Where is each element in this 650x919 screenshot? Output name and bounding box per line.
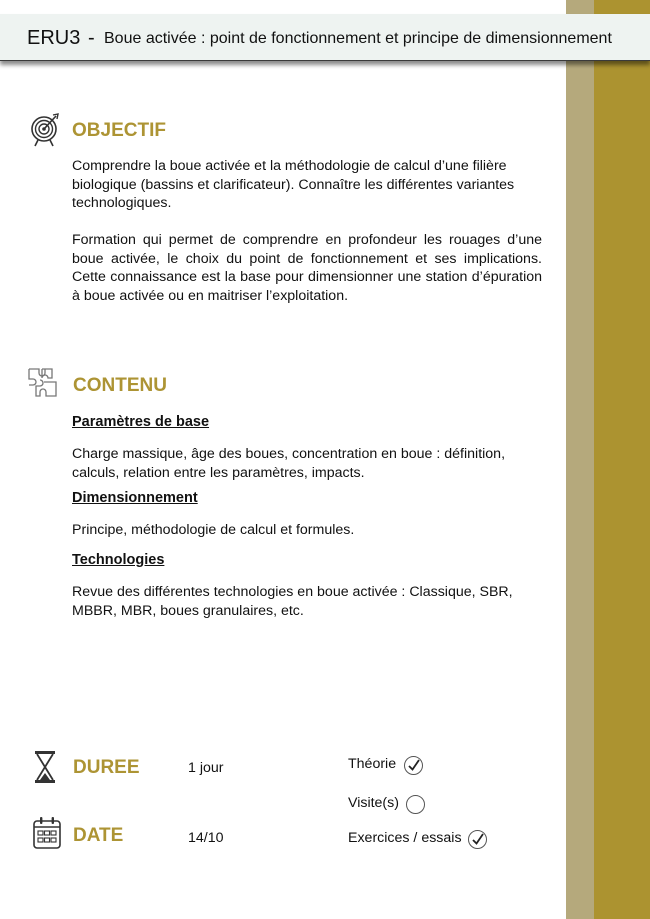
course-code: ERU3	[27, 27, 81, 49]
option-check-visites[interactable]	[406, 795, 425, 814]
option-label-exercices: Exercices / essais	[348, 830, 462, 846]
option-label-visites: Visite(s)	[348, 795, 399, 811]
hourglass-icon	[34, 750, 56, 789]
header-banner	[0, 14, 650, 61]
date-value: 14/10	[188, 830, 224, 846]
contenu-heading-technologies: Technologies	[72, 552, 165, 568]
contenu-text-technologies: Revue des différentes technologies en boue activée : Classique, SBR, MBBR, MBR, boues granulaires, etc.	[72, 584, 513, 619]
header-separator: -	[88, 27, 95, 49]
course-title: Boue activée : point de fonctionnement et principe de dimensionnement	[104, 30, 612, 47]
target-icon	[30, 113, 60, 152]
side-stripe-dark	[594, 0, 650, 919]
puzzle-icon	[26, 366, 60, 405]
contenu-heading-dimensionnement: Dimensionnement	[72, 490, 198, 506]
option-check-exercices[interactable]	[468, 830, 487, 849]
option-label-theorie: Théorie	[348, 756, 397, 772]
contenu-text-dimensionnement: Principe, méthodologie de calcul et formules.	[72, 522, 355, 538]
contenu-text-parametres: Charge massique, âge des boues, concentration en boue : définition, calculs, relation entre les paramètres, impacts.	[72, 446, 506, 481]
side-stripe-light	[566, 0, 594, 919]
duree-label: DUREE	[73, 757, 140, 778]
objectif-paragraph-2: Formation qui permet de comprendre en profondeur les rouages d’une boue activée, le choix du point de fonctionnement et ses implications. Cette connaissance est la base pour dimensionner une station d’épuration à boue activée ou en maitriser l’exploitation.	[72, 232, 542, 304]
duree-value: 1 jour	[188, 760, 224, 776]
contenu-title: CONTENU	[73, 375, 167, 396]
date-label: DATE	[73, 825, 124, 846]
option-check-theorie[interactable]	[404, 756, 423, 775]
calendar-icon	[32, 816, 62, 855]
contenu-heading-parametres: Paramètres de base	[72, 414, 210, 430]
objectif-title: OBJECTIF	[72, 120, 166, 141]
objectif-paragraph-1: Comprendre la boue activée et la méthodologie de calcul d’une filière biologique (bassins et clarificateur). Connaître les différentes variantes technologiques.	[72, 158, 515, 211]
